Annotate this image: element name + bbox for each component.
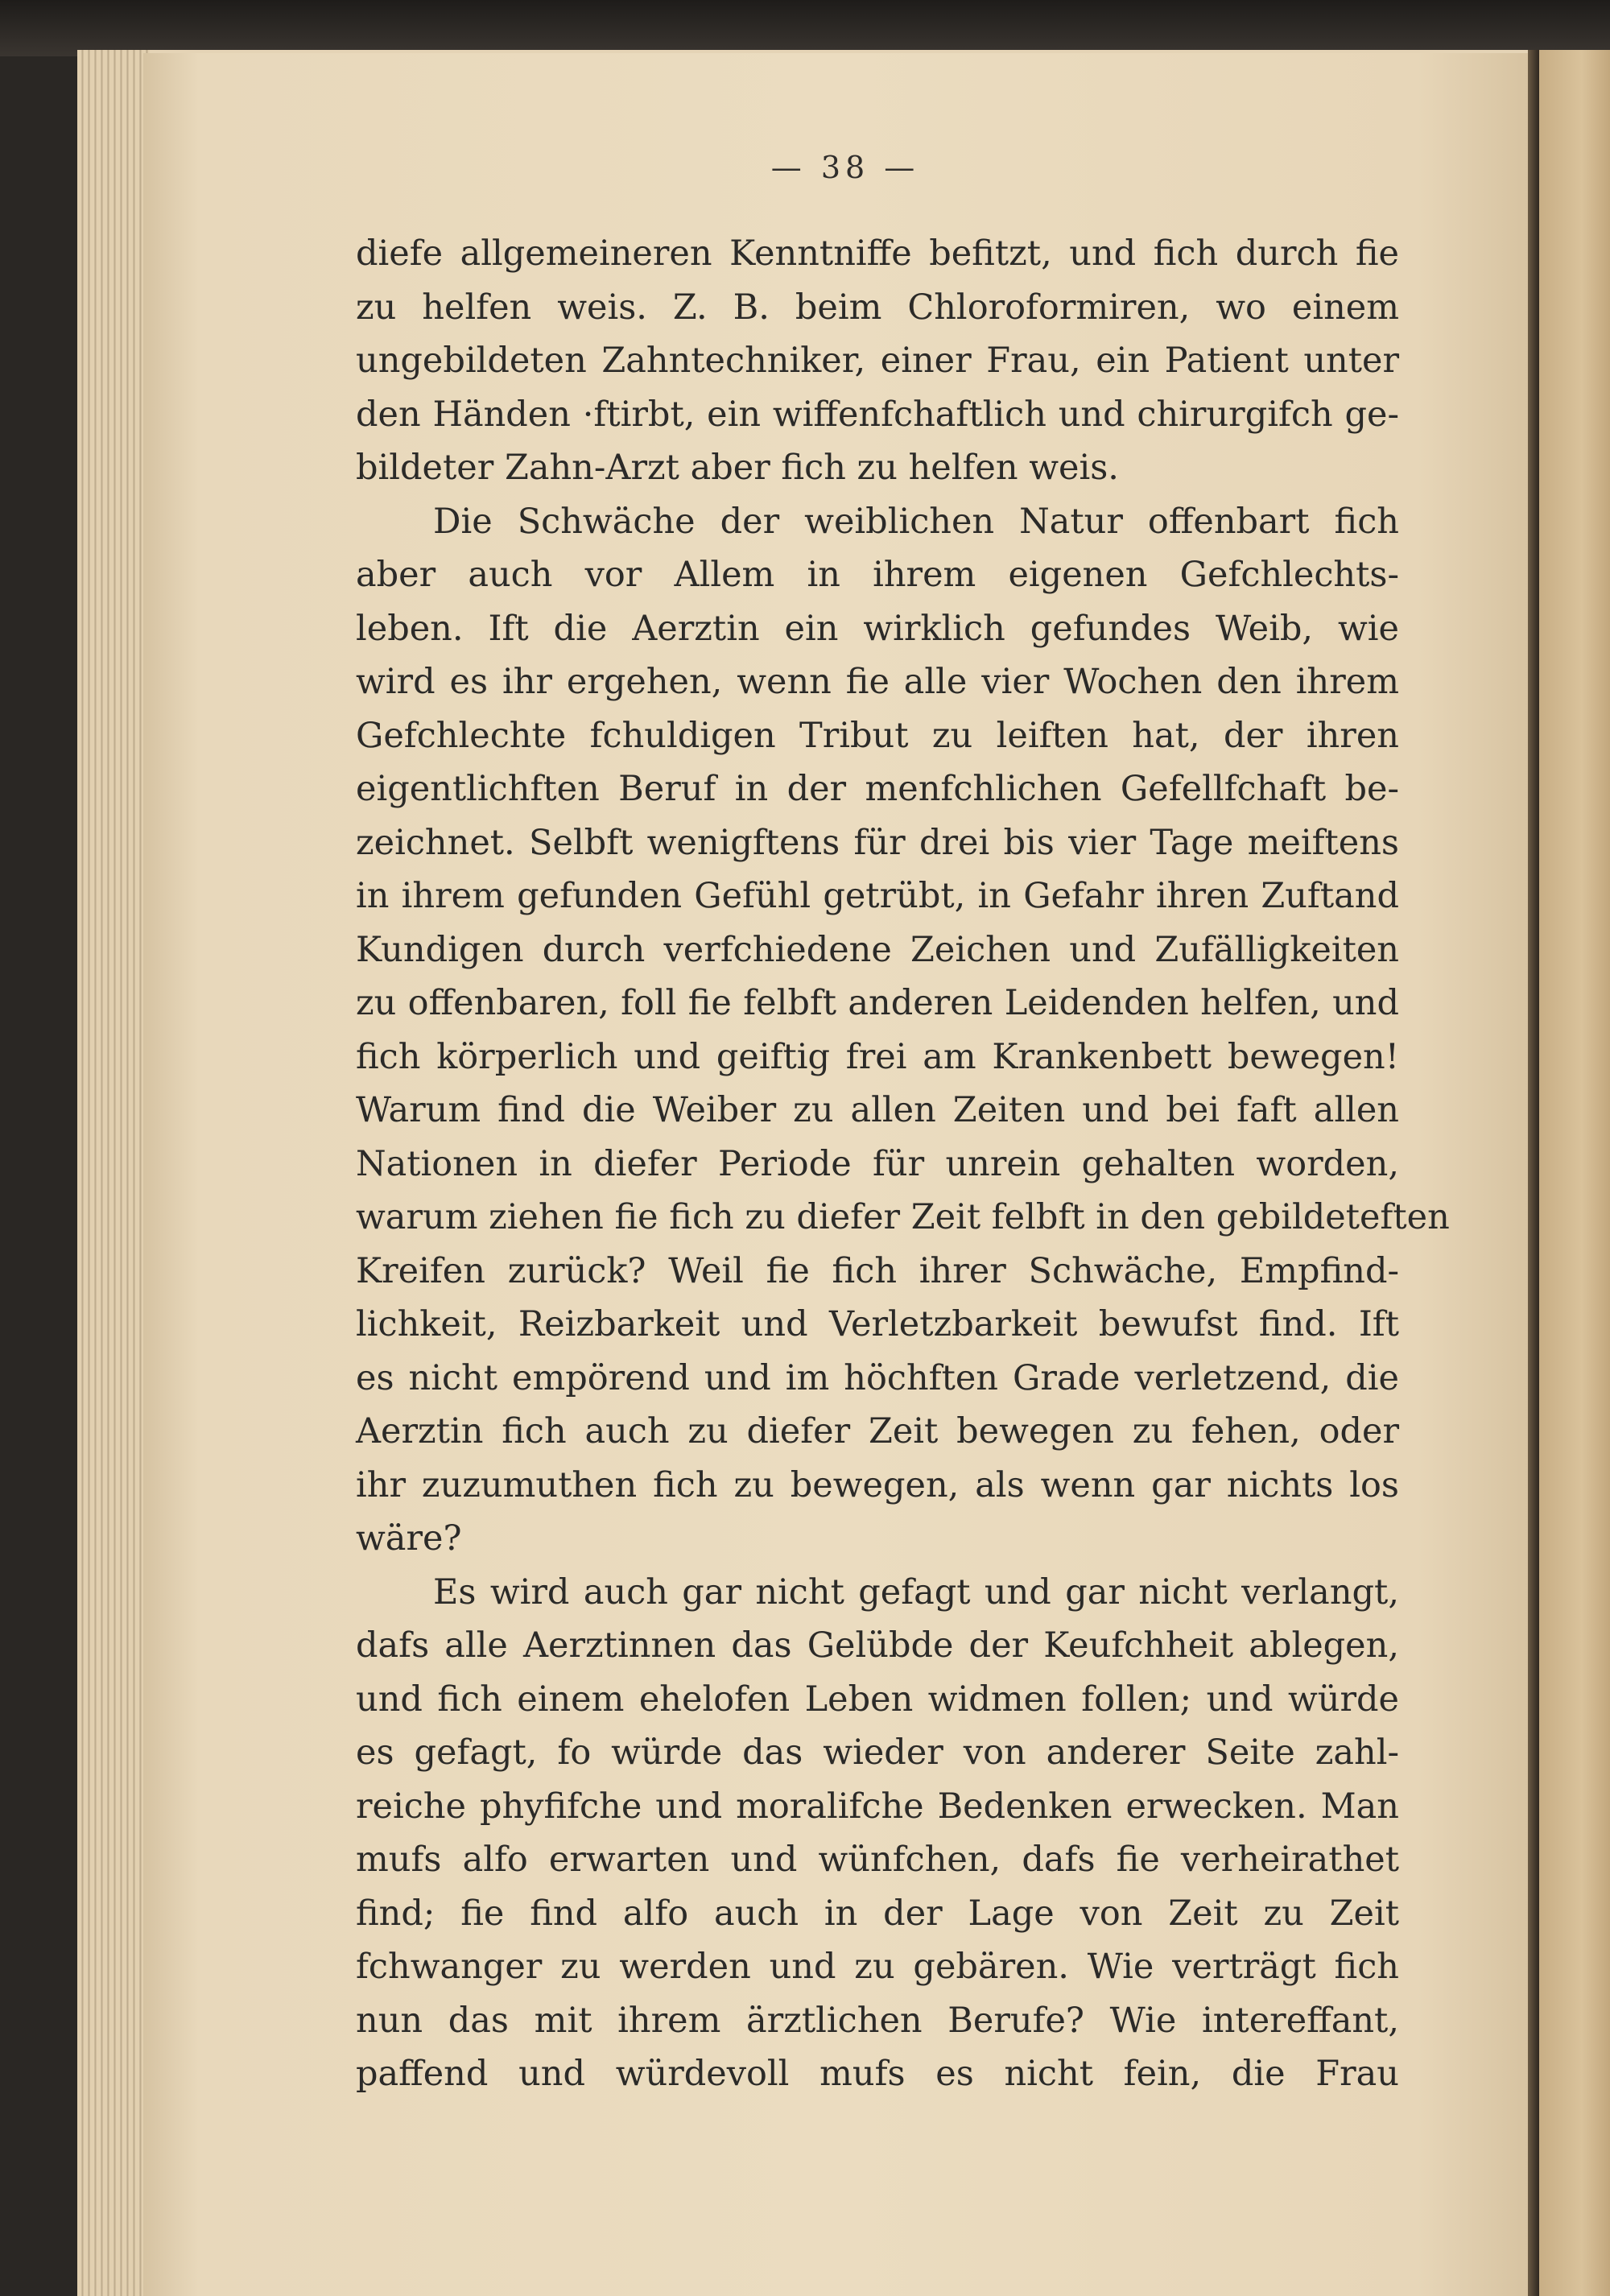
text-line: nun das mit ihrem ärztlichen Berufe? Wie intereffant, [356, 2000, 1399, 2041]
text-line: und fich einem ehelofen Leben widmen follen; und würde [356, 1679, 1399, 1720]
text-line: Es wird auch gar nicht gefagt und gar nicht verlangt, [433, 1571, 1399, 1613]
text-line: den Händen ·ftirbt, ein wiffenfchaftlich und chirurgifch ge- [356, 394, 1399, 435]
text-line: Nationen in diefer Periode für unrein gehalten worden, [356, 1143, 1399, 1184]
page-number: — 38 — [770, 150, 920, 185]
body-text [356, 227, 1450, 2101]
text-line: dafs alle Aerztinnen das Gelübde der Keufchheit ablegen, [356, 1625, 1399, 1666]
text-line: Die Schwäche der weiblichen Natur offenbart fich [433, 501, 1399, 542]
text-line: wird es ihr ergehen, wenn fie alle vier Wochen den ihrem [356, 662, 1399, 702]
text-line: zu offenbaren, foll fie felbft anderen Leidenden helfen, und [356, 983, 1399, 1023]
text-line: zu helfen weis. Z. B. beim Chloroformiren, wo einem [356, 287, 1399, 328]
text-line: Aerztin fich auch zu diefer Zeit bewegen zu fehen, oder [356, 1411, 1399, 1452]
text-line: reiche phyfifche und moralifche Bedenken erwecken. Man [356, 1786, 1399, 1827]
text-line: wäre? [356, 1518, 462, 1559]
text-line: diefe allgemeineren Kenntniffe befitzt, und fich durch fie [356, 233, 1399, 274]
text-line: warum ziehen fie fich zu diefer Zeit felbft in den gebildeteften [356, 1197, 1450, 1237]
text-line: bildeter Zahn-Arzt aber fich zu helfen weis. [356, 448, 1119, 488]
text-line: lichkeit, Reizbarkeit und Verletzbarkeit bewufst find. Ift [356, 1304, 1399, 1344]
text-line: leben. Ift die Aerztin ein wirklich gefundes Weib, wie [356, 608, 1399, 649]
facing-page-edge [1539, 50, 1610, 2296]
text-line: Kundigen durch verfchiedene Zeichen und Zufälligkeiten [356, 929, 1399, 970]
text-line: zeichnet. Selbft wenigftens für drei bis vier Tage meiftens [356, 822, 1399, 863]
book-gutter [1528, 50, 1539, 2296]
text-line: ihr zuzumuthen fich zu bewegen, als wenn gar nichts los [356, 1464, 1399, 1505]
text-line: find; fie find alfo auch in der Lage von Zeit zu Zeit [356, 1893, 1399, 1934]
text-line: es gefagt, fo würde das wieder von anderer Seite zahl- [356, 1732, 1399, 1773]
text-line: ungebildeten Zahntechniker, einer Frau, ein Patient unter [356, 341, 1399, 381]
page-edges-stack [77, 50, 150, 2296]
text-line: in ihrem gefunden Gefühl getrübt, in Gefahr ihren Zuftand [356, 876, 1399, 916]
text-line: fchwanger zu werden und zu gebären. Wie verträgt fich [356, 1947, 1399, 1987]
scan-background-top [0, 0, 1610, 56]
text-line: mufs alfo erwarten und wünfchen, dafs fie verheirathet [356, 1840, 1399, 1880]
text-line: es nicht empörend und im höchften Grade verletzend, die [356, 1357, 1399, 1398]
text-line: paffend und würdevoll mufs es nicht fein, die Frau [356, 2054, 1399, 2094]
text-line: Kreifen zurück? Weil fie fich ihrer Schwäche, Empfind- [356, 1250, 1399, 1291]
text-line: Warum find die Weiber zu allen Zeiten und bei faft allen [356, 1090, 1399, 1130]
text-line: aber auch vor Allem in ihrem eigenen Gefchlechts- [356, 555, 1399, 595]
text-line: fich körperlich und geiftig frei am Krankenbett bewegen! [356, 1036, 1399, 1077]
text-line: Gefchlechte fchuldigen Tribut zu leiften hat, der ihren [356, 715, 1399, 756]
text-line: eigentlichften Beruf in der menfchlichen Gefellfchaft be- [356, 769, 1399, 809]
